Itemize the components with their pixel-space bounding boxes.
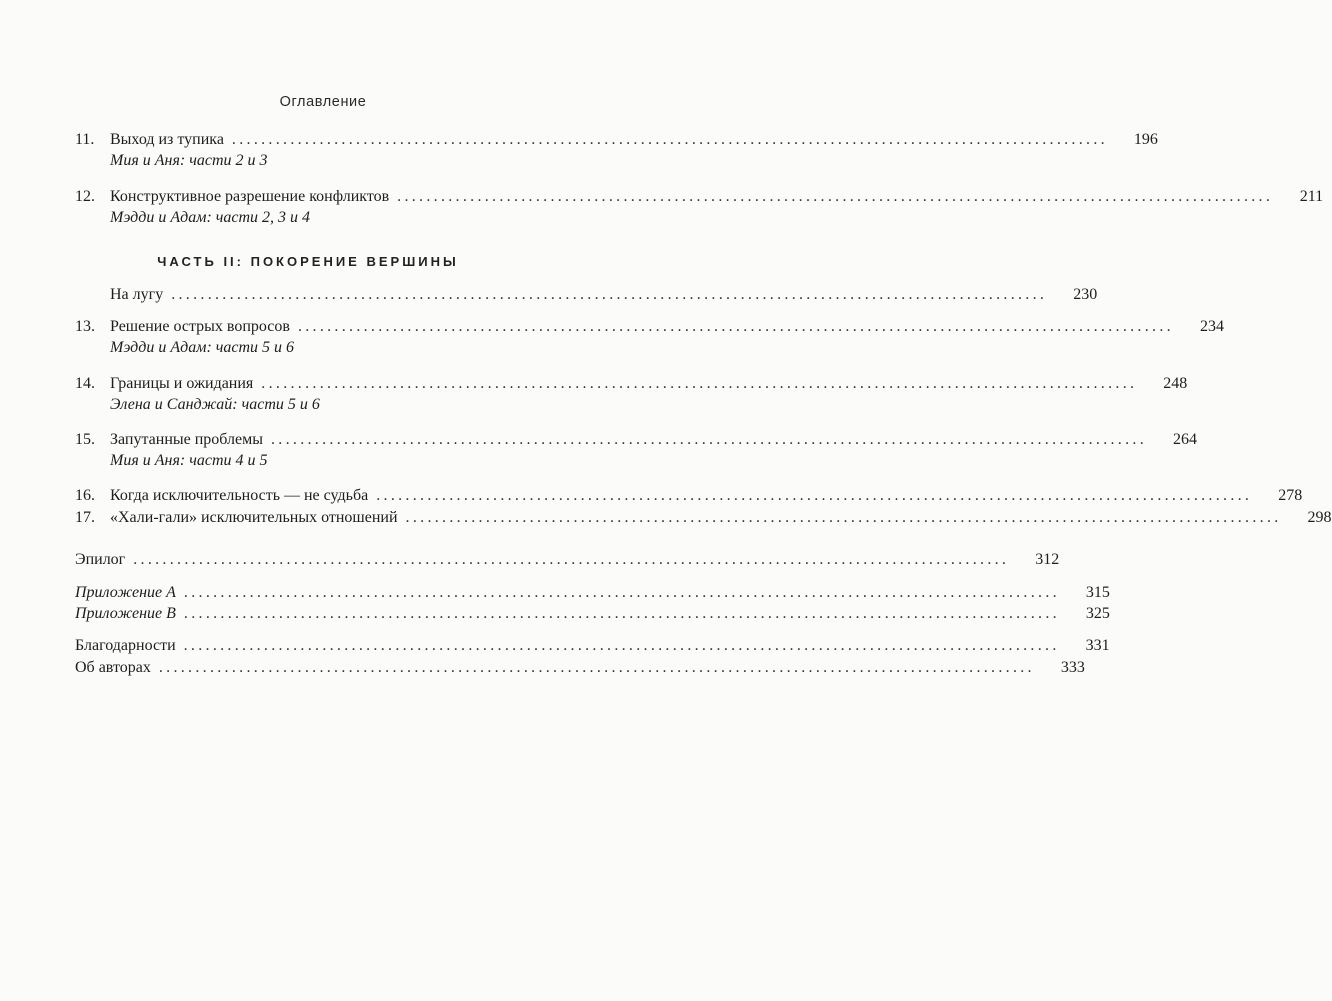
entry-number: 12.: [75, 188, 95, 205]
part-heading: ЧАСТЬ II: ПОКОРЕНИЕ ВЕРШИНЫ: [157, 254, 459, 269]
entry-subtitle: Мэдди и Адам: части 5 и 6: [110, 339, 295, 356]
entry-subtitle: Мэдди и Адам: части 2, 3 и 4: [110, 209, 311, 226]
entry-title: Эпилог: [75, 551, 126, 568]
page-header: Оглавление: [279, 94, 367, 110]
page-number: 278: [1278, 487, 1303, 504]
page-number: 211: [1299, 188, 1324, 205]
toc-entry[interactable]: [75, 550, 1060, 570]
toc-entry[interactable]: [75, 486, 1303, 506]
toc-entry[interactable]: [75, 583, 1110, 603]
entry-subtitle: Элена и Санджай: части 5 и 6: [110, 396, 320, 413]
entry-title: «Хали-гали» исключительных отношений: [110, 509, 398, 526]
dot-leader: ........................................................................................................................: [405, 509, 1282, 526]
entry-title: Приложение А: [75, 584, 176, 601]
entry-title: Приложение В: [75, 605, 176, 622]
toc-entry[interactable]: [75, 317, 1224, 356]
page-number: 325: [1085, 605, 1110, 622]
page-number: 196: [1133, 131, 1158, 148]
dot-leader: ........................................................................................................................: [271, 431, 1147, 448]
entry-title: Границы и ожидания: [110, 375, 254, 392]
entry-number: 11.: [75, 131, 95, 148]
entry-number: 16.: [75, 487, 95, 504]
dot-leader: ........................................................................................................................: [297, 318, 1174, 335]
page-number: 248: [1163, 375, 1188, 392]
entry-title: Выход из тупика: [110, 131, 224, 148]
entry-title: Конструктивное разрешение конфликтов: [110, 188, 390, 205]
toc-entry[interactable]: [75, 130, 1158, 169]
toc-entry[interactable]: [75, 187, 1324, 226]
entry-title: Благодарности: [75, 637, 176, 654]
page-number: 333: [1060, 659, 1085, 676]
toc-entry[interactable]: [75, 658, 1085, 678]
entry-title: Когда исключительность — не судьба: [110, 487, 369, 504]
dot-leader: ........................................................................................................................: [183, 584, 1060, 601]
page-number: 331: [1085, 637, 1110, 654]
entry-number: 14.: [75, 375, 95, 392]
entry-number: 13.: [75, 318, 95, 335]
entry-subtitle: Мия и Аня: части 4 и 5: [110, 452, 268, 469]
dot-leader: ........................................................................................................................: [133, 551, 1010, 568]
dot-leader: ........................................................................................................................: [376, 487, 1253, 504]
entry-title: Запутанные проблемы: [110, 431, 263, 448]
entry-title: Решение острых вопросов: [110, 318, 290, 335]
toc-entry[interactable]: [75, 508, 1332, 528]
page-number: 298: [1307, 509, 1332, 526]
toc-entry[interactable]: [75, 430, 1197, 469]
dot-leader: ........................................................................................................................: [261, 375, 1138, 392]
page-number: 234: [1199, 318, 1224, 335]
page-number: 264: [1173, 431, 1197, 448]
toc-entry[interactable]: [75, 285, 1098, 305]
entry-title: Об авторах: [75, 659, 151, 676]
toc-entry[interactable]: [75, 636, 1110, 656]
entry-title: На лугу: [110, 286, 164, 303]
dot-leader: ........................................................................................................................: [231, 131, 1108, 148]
dot-leader: ........................................................................................................................: [158, 659, 1035, 676]
page-number: 230: [1073, 286, 1098, 303]
page-number: 312: [1035, 551, 1060, 568]
toc-entry[interactable]: [75, 604, 1110, 624]
entry-subtitle: Мия и Аня: части 2 и 3: [110, 152, 268, 169]
entry-number: 15.: [75, 431, 95, 448]
dot-leader: ........................................................................................................................: [397, 188, 1274, 205]
page-number: 315: [1085, 584, 1110, 601]
toc-entry[interactable]: [75, 374, 1188, 413]
entry-number: 17.: [75, 509, 95, 526]
dot-leader: ........................................................................................................................: [183, 605, 1060, 622]
dot-leader: ........................................................................................................................: [183, 637, 1060, 654]
dot-leader: ........................................................................................................................: [171, 286, 1048, 303]
